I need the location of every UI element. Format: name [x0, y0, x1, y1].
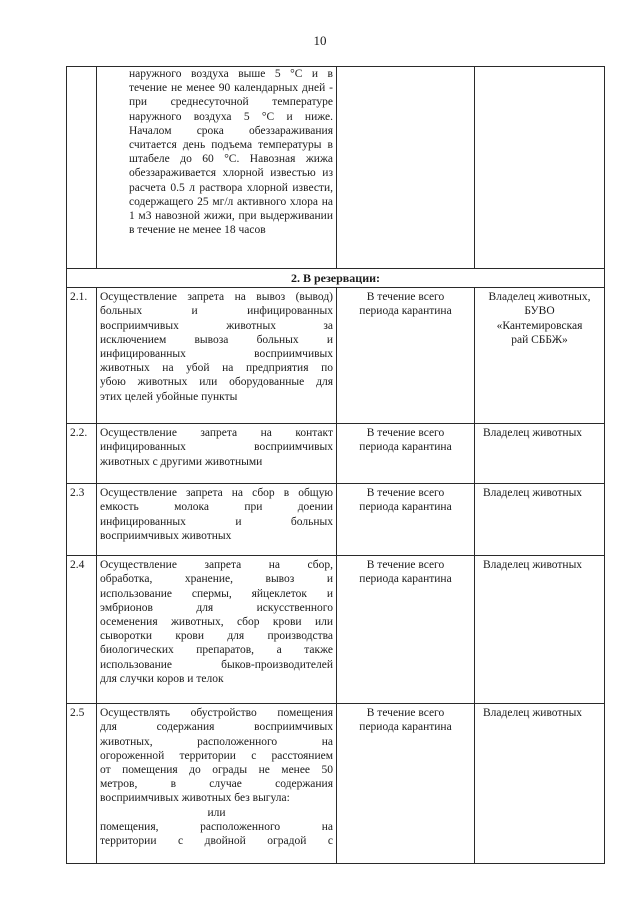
text-line: при среднесуточной температуре — [129, 96, 333, 109]
row-number: 2.5 — [67, 704, 97, 864]
text-line: инфицированных и больных — [100, 515, 333, 528]
term-line: В течение всего — [366, 559, 445, 572]
section-row — [67, 269, 605, 288]
text-line: Осуществление запрета на сбор, — [100, 559, 333, 572]
text-line: считается день подъема температуры в — [129, 139, 333, 152]
row-responsible — [475, 704, 605, 864]
table-row — [67, 556, 605, 704]
row-responsible — [475, 556, 605, 704]
row-description — [97, 424, 337, 484]
text-line: Осуществление запрета на вывоз (вывод) — [100, 291, 333, 304]
term-line: периода карантина — [359, 721, 452, 734]
row-term — [337, 704, 475, 864]
text-line: обработка, хранение, вывоз и — [100, 573, 333, 586]
text-line: штабеле до 60 °С. Навозная жижа — [129, 153, 333, 166]
term-line: В течение всего — [366, 707, 445, 720]
text-line: в течение не менее 18 часов — [129, 224, 266, 237]
text-line: больных и инфицированных — [100, 305, 333, 318]
table-row — [67, 484, 605, 556]
term-line: В течение всего — [366, 427, 445, 440]
resp-line: рай СББЖ» — [511, 333, 568, 346]
text-line: инфицированных восприимчивых — [100, 348, 333, 361]
row-description — [97, 704, 337, 864]
table-row — [67, 704, 605, 864]
text-line: содержащего 25 мг/л активного хлора на — [129, 195, 333, 208]
text-line: исключением вывоза больных и — [100, 333, 333, 346]
table-row — [67, 424, 605, 484]
term-line: В течение всего — [366, 487, 445, 500]
text-line: животных на убой на предприятия по — [100, 362, 333, 375]
row-term — [337, 424, 475, 484]
text-line: от помещения до ограды не менее 50 — [100, 764, 333, 777]
text-line: для содержания восприимчивых — [100, 721, 333, 734]
text-line: осеменения животных, сбор крови или — [100, 616, 333, 629]
text-line: восприимчивых животных — [100, 529, 232, 542]
row-responsible — [475, 424, 605, 484]
text-line: течение не менее 90 календарных дней - — [129, 82, 333, 95]
text-line: животных, расположенного на — [100, 735, 333, 748]
text-line: для случки коров и телок — [100, 672, 224, 685]
row-number: 2.1. — [67, 288, 97, 424]
row-number: 2.3 — [67, 484, 97, 556]
row-description — [97, 484, 337, 556]
resp-line: Владелец животных, — [488, 291, 591, 304]
text-line: наружного воздуха 5 °С и ниже. — [129, 110, 333, 123]
resp-line: Владелец животных — [483, 487, 583, 500]
row-number: 2.4 — [67, 556, 97, 704]
text-line: метров, в случае содержания — [100, 778, 333, 791]
text-line: емкость молока при доении — [100, 501, 333, 514]
row-term — [337, 484, 475, 556]
term-line: периода карантина — [359, 441, 452, 454]
section-title: 2. В резервации: — [67, 269, 605, 288]
text-line: обеззараживается хлорной известью из — [129, 167, 333, 180]
text-line: сыворотки крови для производства — [100, 630, 333, 643]
measures-table — [66, 66, 605, 864]
resp-line: «Кантемировская — [496, 319, 583, 332]
resp-line: Владелец животных — [483, 427, 583, 440]
term-line: периода карантина — [359, 305, 452, 318]
text-line: восприимчивых животных за — [100, 319, 333, 332]
continuation-row — [67, 67, 605, 269]
text-line: биологических препаратов, а также — [100, 644, 333, 657]
continuation-text — [97, 67, 337, 269]
text-line: Осуществление запрета на контакт — [100, 427, 333, 440]
row-term — [337, 556, 475, 704]
row-number: 2.2. — [67, 424, 97, 484]
continuation-resp-cell — [475, 67, 605, 269]
text-line: или — [207, 806, 226, 819]
row-responsible — [475, 484, 605, 556]
text-line: наружного воздуха выше 5 °С и в — [129, 68, 333, 80]
row-description — [97, 556, 337, 704]
text-line: этих целей убойные пункты — [100, 390, 238, 403]
resp-line: Владелец животных — [483, 707, 583, 720]
row-description — [97, 288, 337, 424]
resp-line: БУВО — [524, 305, 555, 318]
text-line: использование быков-производителей — [100, 658, 333, 671]
continuation-num-cell — [67, 67, 97, 269]
text-line: восприимчивых животных без выгула: — [100, 792, 290, 805]
term-line: В течение всего — [366, 291, 445, 304]
text-line: инфицированных восприимчивых — [100, 441, 333, 454]
text-line: Осуществление запрета на сбор в общую — [100, 487, 333, 500]
text-line: животных с другими животными — [100, 455, 263, 468]
text-line: 1 м3 навозной жижи, при выдерживании — [129, 210, 333, 223]
text-line: использование спермы, яйцеклеток и — [100, 587, 333, 600]
page-number: 10 — [313, 33, 327, 48]
continuation-term-cell — [337, 67, 475, 269]
text-line: Началом срока обеззараживания — [129, 124, 333, 137]
text-line: Осуществлять обустройство помещения — [100, 707, 333, 720]
text-line: территории с двойной оградой с — [100, 835, 333, 848]
term-line: периода карантина — [359, 501, 452, 514]
table-row — [67, 288, 605, 424]
row-responsible — [475, 288, 605, 424]
text-line: убою животных или оборудованные для — [100, 376, 333, 389]
text-line: помещения, расположенного на — [100, 820, 333, 833]
resp-line: Владелец животных — [483, 559, 583, 572]
term-line: периода карантина — [359, 573, 452, 586]
text-line: расчета 0.5 л раствора хлорной извести, — [129, 181, 333, 194]
text-line: огороженной территории с расстоянием — [100, 749, 333, 762]
row-term — [337, 288, 475, 424]
text-line: эмбрионов для искусственного — [100, 601, 333, 614]
